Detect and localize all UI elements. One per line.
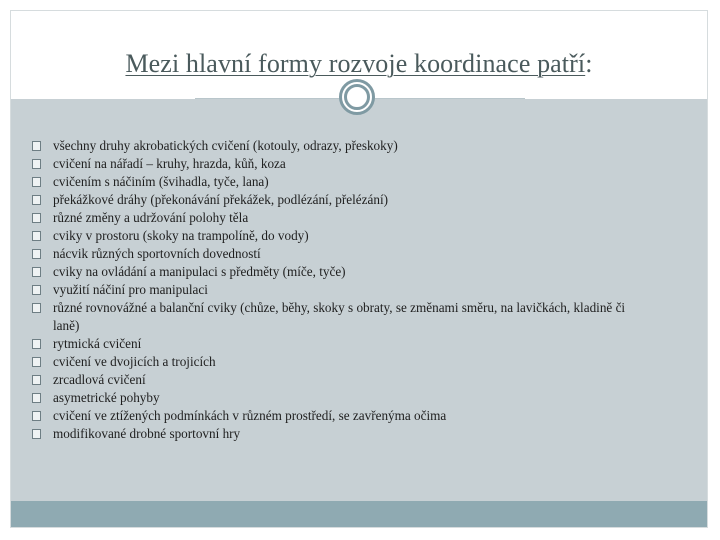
square-bullet-icon [32, 177, 41, 187]
list-item [32, 209, 652, 227]
list-item [32, 371, 652, 389]
list-item [32, 263, 652, 281]
square-bullet-icon [32, 267, 41, 277]
list-item [32, 191, 652, 209]
list-item-text: zrcadlová cvičení [53, 372, 146, 387]
list-item [32, 407, 652, 425]
slide-title-main: Mezi hlavní formy rozvoje koordinace patří [125, 49, 586, 78]
bullet-list [32, 137, 652, 443]
slide-title-colon: : [585, 49, 593, 78]
list-item-text: cvičení ve dvojicích a trojicích [53, 354, 216, 369]
list-item [32, 425, 652, 443]
list-item [32, 299, 652, 335]
list-item [32, 245, 652, 263]
square-bullet-icon [32, 393, 41, 403]
footer-bar [11, 501, 707, 527]
list-item [32, 137, 652, 155]
square-bullet-icon [32, 357, 41, 367]
list-item [32, 227, 652, 245]
square-bullet-icon [32, 231, 41, 241]
list-item-text: cvičením s náčiním (švihadla, tyče, lana) [53, 174, 269, 189]
square-bullet-icon [32, 375, 41, 385]
list-item-text: cvičení ve ztížených podmínkách v různém prostředí, se zavřenýma očima [53, 408, 447, 423]
list-item-text: rytmická cvičení [53, 336, 142, 351]
list-item-text: všechny druhy akrobatických cvičení (kotouly, odrazy, přeskoky) [53, 138, 398, 153]
list-item-text: různé změny a udržování polohy těla [53, 210, 249, 225]
list-item [32, 389, 652, 407]
square-bullet-icon [32, 195, 41, 205]
list-item [32, 155, 652, 173]
square-bullet-icon [32, 141, 41, 151]
list-item-text: asymetrické pohyby [53, 390, 160, 405]
list-item-text: cviky v prostoru (skoky na trampolíně, do vody) [53, 228, 309, 243]
slide-title [11, 49, 707, 79]
list-item-text: nácvik různých sportovních dovedností [53, 246, 261, 261]
square-bullet-icon [32, 303, 41, 313]
double-ring-inner [344, 84, 370, 110]
list-item [32, 173, 652, 191]
square-bullet-icon [32, 213, 41, 223]
square-bullet-icon [32, 429, 41, 439]
list-item-text: různé rovnovážné a balanční cviky (chůze, běhy, skoky s obraty, se změnami směru, na lavičkách, kladině či laně) [53, 300, 626, 333]
list-item-text: cviky na ovládání a manipulaci s předměty (míče, tyče) [53, 264, 346, 279]
list-item [32, 335, 652, 353]
square-bullet-icon [32, 159, 41, 169]
square-bullet-icon [32, 285, 41, 295]
list-item [32, 353, 652, 371]
list-item-text: cvičení na nářadí – kruhy, hrazda, kůň, koza [53, 156, 286, 171]
list-item-text: využití náčiní pro manipulaci [53, 282, 208, 297]
square-bullet-icon [32, 339, 41, 349]
square-bullet-icon [32, 411, 41, 421]
list-item-text: překážkové dráhy (překonávání překážek, podlézání, přelézání) [53, 192, 389, 207]
square-bullet-icon [32, 249, 41, 259]
list-item-text: modifikované drobné sportovní hry [53, 426, 241, 441]
list-item [32, 281, 652, 299]
